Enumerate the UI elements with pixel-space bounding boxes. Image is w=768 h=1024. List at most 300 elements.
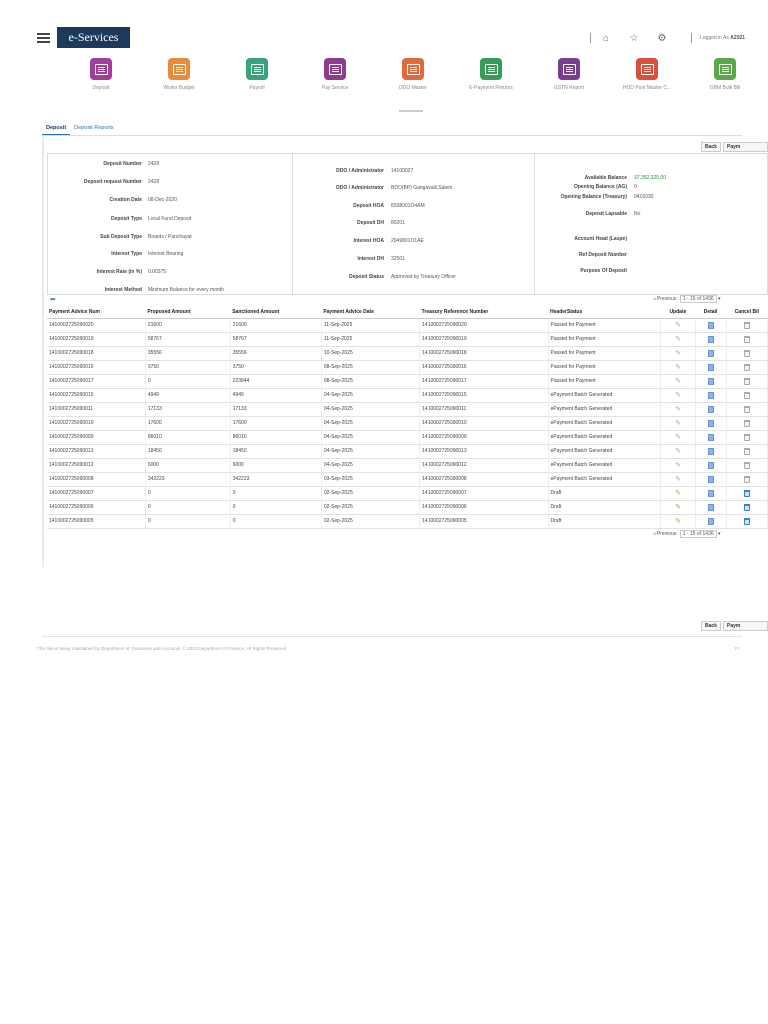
cancel-bill-cell [726, 514, 767, 528]
field-value: 14100027 [391, 168, 414, 174]
cancel-trash-icon [744, 378, 750, 385]
treasury-reference-cell: 1410002725090016 [420, 360, 548, 374]
detail-document-icon[interactable] [708, 378, 714, 385]
update-cell [661, 388, 695, 402]
detail-document-icon[interactable] [708, 476, 714, 483]
field-label: Deposit DH [357, 220, 384, 226]
update-cell [661, 514, 695, 528]
cancel-bill-cell [726, 388, 767, 402]
header-status-cell: ePayment Batch Generated [548, 430, 661, 444]
edit-pencil-icon: ✎ [674, 321, 681, 329]
payment-advice-num-cell: 1410002725090016 [47, 360, 145, 374]
previous-link[interactable]: ◃ Previous [653, 531, 677, 537]
app-tile[interactable] [296, 58, 374, 91]
detail-document-icon[interactable] [708, 434, 714, 441]
col-payment-advice-num[interactable]: Payment Advice Num [47, 307, 145, 318]
detail-document-icon[interactable] [708, 336, 714, 343]
field-label: Interest DH [357, 256, 384, 262]
region-border [42, 137, 44, 567]
footer-text: This site is being maintained by Department of Treasuries and Accounts. © 2023 Department of Finance. All Rights Reserved. [37, 646, 288, 651]
payment-advice-date-cell: 11-Sep-2025 [321, 318, 419, 332]
header-status-cell: ePayment Batch Generated [548, 388, 661, 402]
treasury-reference-cell: 1410002725090019 [420, 332, 548, 346]
detail-cell [695, 486, 726, 500]
cancel-trash-icon [744, 336, 750, 343]
app-label: Deposit [92, 85, 110, 91]
app-tile[interactable] [686, 58, 764, 91]
app-label: Works Budget [163, 85, 195, 91]
field-label: Sub Deposit Type [100, 234, 142, 240]
edit-pencil-icon: ✎ [674, 433, 681, 441]
treasury-reference-cell: 1410002725090011 [420, 402, 548, 416]
payment-advice-table [47, 307, 768, 529]
app-tile[interactable] [530, 58, 608, 91]
table-row[interactable] [47, 458, 768, 472]
cancel-trash-icon [744, 462, 750, 469]
cancel-bill-cell [726, 360, 767, 374]
proposed-amount-cell: 6000 [145, 458, 230, 472]
update-cell [661, 332, 695, 346]
payment-advice-date-cell: 04-Sep-2025 [321, 402, 419, 416]
sanctioned-amount-cell: 0 [230, 486, 321, 500]
detail-cell [695, 444, 726, 458]
app-icon[interactable] [480, 58, 502, 80]
header-status-cell: Draft [548, 500, 661, 514]
payment-advice-date-cell: 10-Sep-2025 [321, 346, 419, 360]
app-tile[interactable] [608, 58, 686, 91]
detail-document-icon[interactable] [708, 490, 714, 497]
edit-pencil-icon: ✎ [674, 475, 681, 483]
app-icon[interactable] [558, 58, 580, 80]
cancel-trash-icon[interactable] [744, 490, 750, 497]
edit-pencil-icon: ✎ [674, 461, 681, 469]
header-status-cell: Draft [548, 486, 661, 500]
field-label: Deposit Lapsable [585, 211, 627, 217]
cancel-bill-cell [726, 458, 767, 472]
payment-advice-date-cell: 11-Sep-2025 [321, 332, 419, 346]
footer-right-text: Fr [735, 646, 740, 651]
app-label: GBM Bulk Bill [709, 85, 741, 91]
header-status-cell: Passed for Payment [548, 332, 661, 346]
edit-pencil-icon: ✎ [674, 377, 681, 385]
app-tile[interactable] [62, 58, 140, 91]
payment-advice-date-cell: 03-Sep-2025 [321, 472, 419, 486]
table-header-row [47, 307, 768, 318]
table-row[interactable] [47, 444, 768, 458]
header-status-cell: ePayment Batch Generated [548, 458, 661, 472]
update-cell [661, 472, 695, 486]
detail-cell [695, 472, 726, 486]
proposed-amount-cell: 342223 [145, 472, 230, 486]
field-label: Interest HOA [353, 238, 384, 244]
app-icon[interactable] [168, 58, 190, 80]
tab-deposit-reports[interactable]: Deposit Reports [74, 125, 114, 131]
cancel-bill-cell [726, 444, 767, 458]
detail-cell [695, 402, 726, 416]
proposed-amount-cell: 17133 [145, 402, 230, 416]
table-row[interactable] [47, 486, 768, 500]
detail-document-icon[interactable] [708, 350, 714, 357]
payment-advice-num-cell: 1410002725090007 [47, 486, 145, 500]
sanctioned-amount-cell: 342223 [230, 472, 321, 486]
payment-advice-date-cell: 08-Sep-2025 [321, 374, 419, 388]
page-range-select[interactable]: 1 - 15 of 1436 [680, 295, 717, 303]
payment-advice-num-cell: 1410002725090006 [47, 500, 145, 514]
header-status-cell: ePayment Batch Generated [548, 444, 661, 458]
detail-document-icon[interactable] [708, 420, 714, 427]
field-value: 08-Dec-2020 [148, 197, 177, 203]
proposed-amount-cell: 0 [145, 486, 230, 500]
update-cell [661, 458, 695, 472]
cancel-bill-cell [726, 318, 767, 332]
treasury-reference-cell: 1410002725090007 [420, 486, 548, 500]
payment-advice-num-cell: 1410002725090009 [47, 430, 145, 444]
cancel-bill-cell [726, 374, 767, 388]
cancel-bill-cell [726, 402, 767, 416]
toolbar-divider [590, 33, 591, 43]
top-toolbar [582, 32, 745, 44]
app-icon[interactable] [636, 58, 658, 80]
treasury-reference-cell: 1410002725090008 [420, 472, 548, 486]
detail-document-icon[interactable] [708, 518, 714, 525]
proposed-amount-cell: 58767 [145, 332, 230, 346]
table-row[interactable] [47, 388, 768, 402]
cancel-trash-icon [744, 448, 750, 455]
field-value: 2049801O1AE [391, 238, 424, 244]
field-value: Approved by Treasury Officer [391, 274, 456, 280]
payment-advice-num-cell: 1410002725090005 [47, 514, 145, 528]
tab-bar [42, 122, 118, 136]
payment-advice-num-cell: 1410002725090008 [47, 472, 145, 486]
cancel-trash-icon[interactable] [744, 518, 750, 525]
sanctioned-amount-cell: 21600 [230, 318, 321, 332]
page-divider [42, 636, 742, 637]
header-status-cell: Passed for Payment [548, 318, 661, 332]
field-value: Local Fund Deposit [148, 216, 192, 222]
field-value: No [634, 211, 641, 217]
app-tile[interactable] [140, 58, 218, 91]
update-cell [661, 360, 695, 374]
app-label: GSTN Report [553, 85, 585, 91]
edit-pencil-icon: ✎ [674, 391, 681, 399]
table-row[interactable] [47, 416, 768, 430]
field-label: Interest Type [111, 251, 142, 257]
edit-pencil-icon[interactable]: ✎ [674, 489, 681, 497]
proposed-amount-cell: 17600 [145, 416, 230, 430]
chevron-down-icon[interactable]: ▾ [718, 296, 721, 302]
app-icon[interactable] [324, 58, 346, 80]
detail-document-icon[interactable] [708, 392, 714, 399]
col-update: Update [661, 307, 695, 318]
cancel-bill-cell [726, 332, 767, 346]
payment-advice-date-cell: 08-Sep-2025 [321, 360, 419, 374]
treasury-reference-cell: 1410002725090012 [420, 458, 548, 472]
sanctioned-amount-cell: 86010 [230, 430, 321, 444]
field-label: Deposit HOA [353, 203, 384, 209]
field-value: 2428 [148, 161, 160, 167]
cancel-trash-icon [744, 476, 750, 483]
pager-top [653, 296, 721, 302]
pager-bottom [653, 531, 721, 537]
cancel-trash-icon [744, 350, 750, 357]
sanctioned-amount-cell: 3750 [230, 360, 321, 374]
detail-document-icon[interactable] [708, 504, 714, 511]
table-toolbar [47, 296, 768, 306]
previous-link[interactable]: ◃ Previous [653, 296, 677, 302]
payment-advice-num-cell: 1410002725090013 [47, 444, 145, 458]
payment-advice-num-cell: 1410002725090019 [47, 332, 145, 346]
cancel-trash-icon [744, 364, 750, 371]
payment-advice-date-cell: 04-Sep-2025 [321, 416, 419, 430]
sanctioned-amount-cell: 0 [230, 500, 321, 514]
col-proposed-amount[interactable]: Proposed Amount [145, 307, 230, 318]
app-logo[interactable]: e-Services [57, 27, 130, 48]
treasury-reference-cell: 1410002725090006 [420, 500, 548, 514]
favorites-star-icon[interactable]: ☆ [629, 32, 639, 44]
field-label: Deposit request Number [83, 179, 142, 185]
detail-cell [695, 458, 726, 472]
header-status-cell: Draft [548, 514, 661, 528]
header-status-cell: Passed for Payment [548, 374, 661, 388]
field-value: Minimum Balance for every month [148, 287, 224, 293]
detail-document-icon[interactable] [708, 462, 714, 469]
col-header-status[interactable]: HeaderStatus [548, 307, 661, 318]
field-value: Boards / Panchayat [148, 234, 192, 240]
edit-pencil-icon[interactable]: ✎ [674, 503, 681, 511]
table-row[interactable] [47, 360, 768, 374]
treasury-reference-cell: 1410002725090009 [420, 430, 548, 444]
chevron-down-icon[interactable]: ▾ [718, 531, 721, 537]
header-status-cell: ePayment Batch Generated [548, 416, 661, 430]
payment-advice-num-cell: 1410002725090010 [47, 416, 145, 430]
treasury-reference-cell: 1410002725090013 [420, 444, 548, 458]
field-label: Opening Balance (AG) [573, 184, 627, 190]
proposed-amount-cell: 0 [145, 374, 230, 388]
edit-pencil-icon[interactable]: ✎ [674, 517, 681, 525]
field-label: DDO / Administrator [336, 168, 384, 174]
update-cell [661, 430, 695, 444]
edit-pencil-icon: ✎ [674, 447, 681, 455]
update-cell [661, 402, 695, 416]
payment-advice-num-cell: 1410002725090012 [47, 458, 145, 472]
app-launcher [62, 58, 764, 91]
table-row[interactable] [47, 374, 768, 388]
app-icon[interactable] [714, 58, 736, 80]
col-treasury-reference[interactable]: Treasury Reference Number [420, 307, 548, 318]
sanctioned-amount-cell: 35556 [230, 346, 321, 360]
detail-cell [695, 500, 726, 514]
table-row[interactable] [47, 402, 768, 416]
field-label: Available Balance [584, 175, 627, 181]
proposed-amount-cell: 4949 [145, 388, 230, 402]
detail-cell [695, 318, 726, 332]
payment-advice-date-cell: 04-Sep-2025 [321, 444, 419, 458]
proposed-amount-cell: 0 [145, 500, 230, 514]
field-label: Deposit Status [348, 274, 384, 280]
proposed-amount-cell: 35556 [145, 346, 230, 360]
col-payment-advice-date[interactable]: Payment Advice Date [321, 307, 419, 318]
app-label: Pay Service [321, 85, 349, 91]
header-status-cell: Passed for Payment [548, 346, 661, 360]
treasury-reference-cell: 1410002725090017 [420, 374, 548, 388]
field-label: Deposit Number [103, 161, 142, 167]
table-row[interactable] [47, 430, 768, 444]
payment-advice-date-cell: 02-Sep-2025 [321, 486, 419, 500]
treasury-reference-cell: 1410002725090005 [420, 514, 548, 528]
field-value: 0 [634, 184, 637, 190]
page-range-select[interactable]: 1 - 15 of 1436 [680, 530, 717, 538]
table-row[interactable] [47, 472, 768, 486]
update-cell [661, 318, 695, 332]
payment-advice-num-cell: 1410002725090020 [47, 318, 145, 332]
table-row[interactable] [47, 500, 768, 514]
field-value: 9416030 [634, 194, 654, 200]
carousel-indicator[interactable] [399, 110, 423, 112]
field-label: Opening Balance (Treasury) [560, 194, 627, 200]
cancel-trash-icon [744, 434, 750, 441]
edit-pencil-icon: ✎ [674, 405, 681, 413]
header-status-cell: ePayment Batch Generated [548, 472, 661, 486]
col-sanctioned-amount[interactable]: Sanctioned Amount [230, 307, 321, 318]
edit-pencil-icon: ✎ [674, 363, 681, 371]
cancel-bill-cell [726, 500, 767, 514]
app-icon[interactable] [402, 58, 424, 80]
cancel-bill-cell [726, 472, 767, 486]
settings-gear-icon[interactable]: ⚙ [657, 32, 667, 44]
field-value: 37,352,325.00 [634, 175, 666, 181]
detail-cell [695, 514, 726, 528]
payment-advice-date-cell: 04-Sep-2025 [321, 430, 419, 444]
app-label: Payroll [249, 85, 265, 91]
payment-advice-num-cell: 1410002725090011 [47, 402, 145, 416]
back-button-bottom[interactable]: Back [701, 621, 721, 631]
payment-advice-date-cell: 02-Sep-2025 [321, 500, 419, 514]
more-options-icon[interactable]: ••• [50, 297, 55, 303]
column-divider [292, 154, 293, 294]
column-divider [534, 154, 535, 294]
treasury-reference-cell: 1410002725090010 [420, 416, 548, 430]
table-row[interactable] [47, 318, 768, 332]
app-tile[interactable] [452, 58, 530, 91]
proposed-amount-cell: 18450 [145, 444, 230, 458]
sanctioned-amount-cell: 0 [230, 514, 321, 528]
app-tile[interactable] [218, 58, 296, 91]
proposed-amount-cell: 21600 [145, 318, 230, 332]
col-cancel-bill: Cancel Bil [726, 307, 767, 318]
app-label: HOD Post Master C... [622, 85, 672, 91]
field-value: Interest Bearing [148, 251, 184, 257]
payment-advice-date-cell: 04-Sep-2025 [321, 388, 419, 402]
field-value: 80201 [391, 220, 405, 226]
logged-in-label: Logged in As [700, 35, 729, 41]
sanctioned-amount-cell: 223844 [230, 374, 321, 388]
table-row[interactable] [47, 332, 768, 346]
col-detail: Detail [695, 307, 726, 318]
payment-button-bottom[interactable]: Paym [723, 621, 768, 631]
tab-deposit[interactable]: Deposit [42, 122, 70, 136]
sanctioned-amount-cell: 58767 [230, 332, 321, 346]
field-label: Interest Method [104, 287, 142, 293]
back-button-top[interactable]: Back [701, 142, 721, 152]
edit-pencil-icon: ✎ [674, 335, 681, 343]
proposed-amount-cell: 0 [145, 514, 230, 528]
proposed-amount-cell: 3750 [145, 360, 230, 374]
detail-document-icon[interactable] [708, 448, 714, 455]
field-label: Account Head (Laspe) [574, 236, 627, 242]
detail-cell [695, 416, 726, 430]
update-cell [661, 416, 695, 430]
field-label: Purpose Of Deposit [580, 268, 627, 274]
home-icon[interactable]: ⌂ [602, 32, 610, 44]
field-value: BDO(BP) Gangavalli,Salem [391, 185, 453, 191]
cancel-bill-cell [726, 430, 767, 444]
treasury-reference-cell: 1410002725090015 [420, 388, 548, 402]
app-icon[interactable] [246, 58, 268, 80]
detail-cell [695, 430, 726, 444]
payment-advice-num-cell: 1410002725090018 [47, 346, 145, 360]
detail-document-icon[interactable] [708, 322, 714, 329]
field-label: Creation Date [109, 197, 142, 203]
table-row[interactable] [47, 514, 768, 528]
app-icon[interactable] [90, 58, 112, 80]
payment-advice-num-cell: 1410002725090015 [47, 388, 145, 402]
app-label: E-Payment Returns [469, 85, 513, 91]
cancel-bill-cell [726, 486, 767, 500]
detail-cell [695, 332, 726, 346]
header-status-cell: Passed for Payment [548, 360, 661, 374]
field-value: 0.00375 [148, 269, 167, 275]
field-value: 8338001O4AM [391, 203, 425, 209]
cancel-bill-cell [726, 346, 767, 360]
treasury-reference-cell: 1410002725090018 [420, 346, 548, 360]
update-cell [661, 500, 695, 514]
cancel-trash-icon [744, 392, 750, 399]
sanctioned-amount-cell: 18450 [230, 444, 321, 458]
detail-cell [695, 388, 726, 402]
payment-button-top[interactable]: Paym [723, 142, 768, 152]
logged-in-user[interactable]: A2021 [730, 35, 746, 41]
app-label: DDO Master [399, 85, 427, 91]
payment-advice-num-cell: 1410002725090017 [47, 374, 145, 388]
field-label: DDO / Administrator [336, 185, 384, 191]
field-value: 32501 [391, 256, 405, 262]
proposed-amount-cell: 86010 [145, 430, 230, 444]
field-label: Ref Deposit Number [578, 252, 627, 258]
sanctioned-amount-cell: 4949 [230, 388, 321, 402]
edit-pencil-icon: ✎ [674, 419, 681, 427]
update-cell [661, 486, 695, 500]
toolbar-divider [691, 33, 692, 43]
sanctioned-amount-cell: 17600 [230, 416, 321, 430]
tab-underline [42, 135, 742, 136]
cancel-trash-icon[interactable] [744, 504, 750, 511]
edit-pencil-icon: ✎ [674, 349, 681, 357]
app-tile[interactable] [374, 58, 452, 91]
deposit-details-panel [47, 153, 768, 295]
update-cell [661, 444, 695, 458]
detail-cell [695, 360, 726, 374]
hamburger-menu-icon[interactable] [37, 33, 50, 42]
cancel-trash-icon [744, 420, 750, 427]
detail-document-icon[interactable] [708, 406, 714, 413]
sanctioned-amount-cell: 6000 [230, 458, 321, 472]
update-cell [661, 346, 695, 360]
table-row[interactable] [47, 346, 768, 360]
detail-document-icon[interactable] [708, 364, 714, 371]
cancel-trash-icon [744, 406, 750, 413]
detail-cell [695, 346, 726, 360]
payment-advice-date-cell: 04-Sep-2025 [321, 458, 419, 472]
